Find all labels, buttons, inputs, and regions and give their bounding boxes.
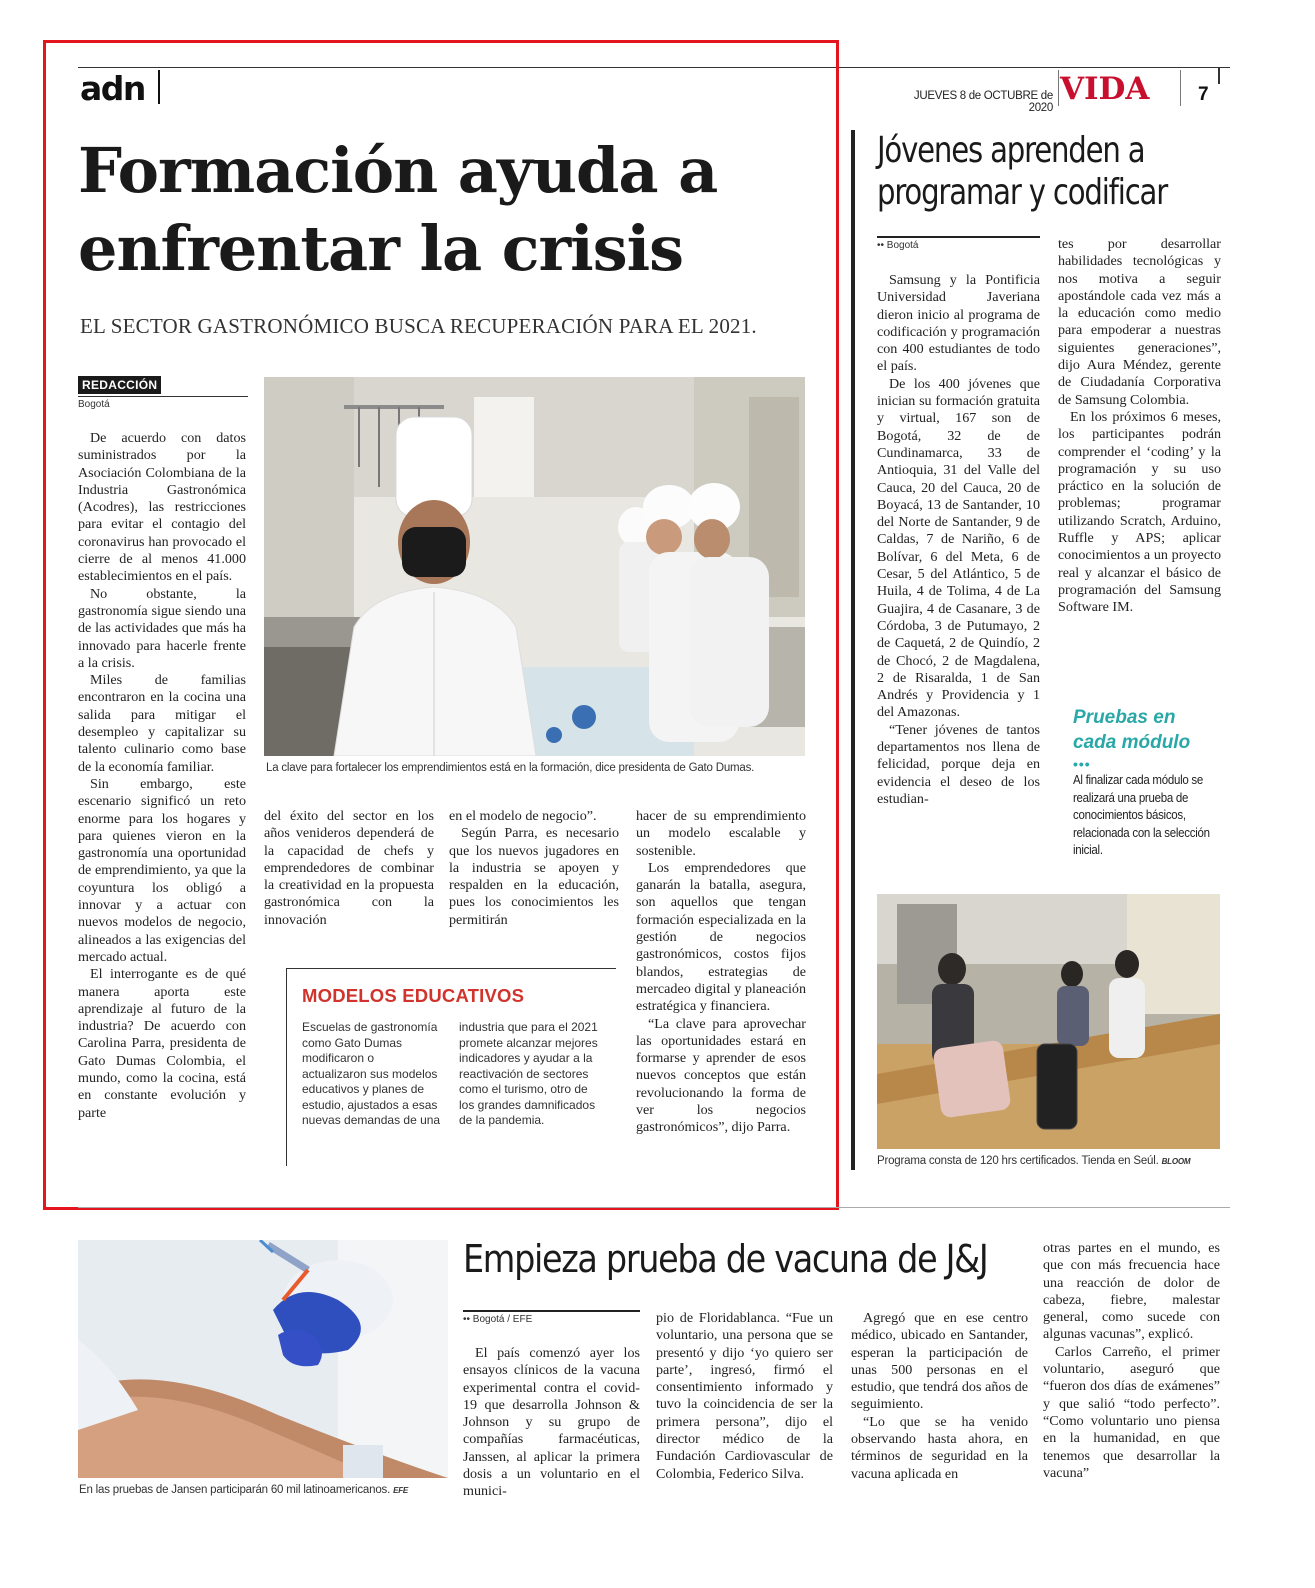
kitchen-photo xyxy=(264,377,805,756)
main-headline xyxy=(78,132,818,288)
vaccine-photo-credit: EFE xyxy=(393,1486,409,1495)
kitchen-photo-caption: La clave para fortalecer los emprendimientos está en la formación, dice presidenta de Gato Dumas. xyxy=(266,762,755,774)
store-photo-credit: BLOOM xyxy=(1161,1157,1191,1166)
vaccine-photo-caption xyxy=(79,1484,449,1496)
main-col1-paragraph: Miles de familias encontraron en la cocina una salida para mitigar el desempleo y capitalizar su talento culinario como base de la economía familiar. xyxy=(78,672,246,775)
bullet-dots-icon: •• xyxy=(877,240,887,251)
side-headline-line2: programar y codificar xyxy=(877,172,1168,213)
side-col1-paragraph: Samsung y la Pontificia Universidad Javeriana dieron inicio al programa de codificación y programación con 400 estudiantes de todo el país. xyxy=(877,272,1040,375)
main-col1-paragraph: No obstante, la gastronomía sigue siendo una de las actividades que más ha innovado para hacerle frente a la crisis. xyxy=(78,585,246,671)
bottom-column-3 xyxy=(851,1310,1028,1483)
main-col3-paragraph: en el modelo de negocio”. xyxy=(449,808,597,824)
main-column-2 xyxy=(264,808,434,929)
bottom-col1-paragraph: El país comenzó ayer los ensayos clínicos de la vacuna experimental contra el covid-19 que desarrolla Johnson & Johnson y su grupo de compañías farmacéuticas, Janssen, al aplicar la primera dosis a un voluntario en el munici- xyxy=(463,1345,640,1500)
issue-date: JUEVES 8 de OCTUBRE de 2020 xyxy=(913,90,1053,114)
logo-divider xyxy=(158,70,160,104)
education-box-column-1: Escuelas de gastronomía como Gato Dumas modificaron o actualizaron sus modelos educativos y planes de estudio, ajustados a esas nuevas demandas de una xyxy=(302,1020,441,1127)
side-col1-paragraph: De los 400 jóvenes que inician su formación gratuita y virtual, 167 son de Bogotá, 32 de de Cundinamarca, 33 de Antioquia, 31 del Valle del Cauca, 20 del Cauca, 20 de Boyacá, 13 de Santander, 10 del Norte de Santander, 9 de Caldas, 7 de Nariño, 6 de Bolívar, 6 del Meta, 6 de Cesar, 5 del Atlántico, 5 de Huila, 4 de Tolima, 4 de La Guajira, 4 de Casanare, 3 de Córdoba, 3 de Putumayo, 2 de Caquetá, 2 de Quindío, 2 de Chocó, 2 de Magdalena, 2 de Risaralda, 1 de San Andrés y Providencia y 1 del Amazonas. xyxy=(877,375,1040,721)
main-col4-paragraph: hacer de su emprendimiento un modelo escalable y sostenible. xyxy=(636,808,806,859)
side-column-1 xyxy=(877,272,1040,808)
education-box-column-2: industria que para el 2021 promete alcanzar mejores indicadores y ayudar a la reactivación de sectores como el turismo, otro de los grandes damnificados de la pandemia. xyxy=(459,1020,598,1127)
bottom-column-2 xyxy=(656,1310,833,1483)
store-photo-illustration xyxy=(877,894,1220,1149)
main-column-3 xyxy=(449,808,619,929)
side-story-location xyxy=(877,236,1040,251)
vaccine-photo-illustration xyxy=(78,1240,448,1478)
side-headline xyxy=(877,130,1228,214)
bottom-col3-paragraph: “Lo que se ha venido observando hasta ahora, en términos de seguridad en la vacuna aplicada en xyxy=(851,1413,1028,1482)
section-name: VIDA xyxy=(1060,71,1150,107)
store-photo-caption xyxy=(877,1155,1222,1167)
bottom-col4-paragraph: otras partes en el mundo, es que con más frecuencia hace una reacción de dolor de cabeza, fiebre, malestar general, como sucede con algunas vacunas”, explicó. xyxy=(1043,1240,1220,1343)
header-corner-rule xyxy=(1218,68,1220,84)
section-divider-left xyxy=(1058,70,1059,106)
side-headline-line1: Jóvenes aprenden a xyxy=(877,130,1145,171)
newspaper-logo: adn xyxy=(80,69,145,108)
pull-quote-text: Al finalizar cada módulo se realizará una prueba de conocimientos básicos, relacionada con la selección inicial. xyxy=(1073,773,1210,857)
kitchen-photo-illustration xyxy=(264,377,805,756)
bottom-col2-paragraph: pio de Floridablanca. “Fue un voluntario, una persona que se presentó y dijo ‘yo quiero ser parte’, ingresó, firmó el consentimiento informado y tuvo la coincidencia de ser la primera persona”, dijo el director médico de la Fundación Cardiovascular de Colombia, Federico Silva. xyxy=(656,1310,833,1482)
main-col1-paragraph: Sin embargo, este escenario significó un reto enorme para los hogares y para quienes vieron en la gastronomía una oportunidad de emprendimiento, ya que la coyuntura los obligó a innovar y a actuar con nuevos modelos de negocio, alineados a las exigencias del mercado actual. xyxy=(78,775,246,965)
bottom-location-text: Bogotá / EFE xyxy=(472,1314,533,1325)
byline: REDACCIÓN xyxy=(78,376,161,394)
side-col2-paragraph: tes por desarrollar habilidades tecnológicas y nos motiva a seguir apostándole cada vez más a la educación como medio para empoderar a nuestras siguientes generaciones”, dijo Aura Méndez, gerente de Ciudadanía Corporativa de Samsung Colombia. xyxy=(1058,236,1221,408)
bottom-column-4 xyxy=(1043,1240,1220,1482)
education-box-title: MODELOS EDUCATIVOS xyxy=(302,985,525,1006)
side-story-bar xyxy=(851,130,855,1170)
bottom-story-location xyxy=(463,1310,640,1325)
bottom-headline: Empieza prueba de vacuna de J&J xyxy=(463,1237,988,1281)
store-caption-text: Programa consta de 120 hrs certificados. Tienda en Seúl. xyxy=(877,1155,1159,1167)
main-col2-paragraph: del éxito del sector en los años venideros dependerá de la capacidad de chefs y emprendedores de combinar la creatividad en la propuesta gastronómica con la innovación xyxy=(264,808,434,928)
side-location-text: Bogotá xyxy=(886,240,919,251)
vaccine-caption-text: En las pruebas de Jansen participarán 60 mil latinoamericanos. xyxy=(79,1484,391,1496)
bullet-dots-icon: •• xyxy=(463,1314,473,1325)
side-col2-paragraph: En los próximos 6 meses, los participantes podrán comprender el ‘coding’ y la programación y su uso práctico en la solución de problemas; programar utilizando Scratch, Arduino, Ruffle y APS; aplicar conocimientos a un proyecto real y alcanzar el básico de programación del Samsung Software IM. xyxy=(1058,408,1221,616)
main-col4-paragraph: “La clave para aprovechar las oportunidades estará en formarse y aprender de esos nuevos conceptos que están revolucionando la forma de ver los negocios gastronómicos”, dijo Parra. xyxy=(636,1015,806,1136)
bottom-column-1 xyxy=(463,1345,640,1501)
bottom-section-rule xyxy=(78,1207,1230,1208)
main-col3-paragraph: Según Parra, es necesario que los nuevos jugadores en la industria se apoyen y respalden en la educación, pues los conocimientos les permitirán xyxy=(449,825,619,928)
vaccine-photo xyxy=(78,1240,448,1478)
bottom-col4-paragraph: Carlos Carreño, el primer voluntario, aseguró que “fueron dos días de exámenes” y que salió “todo perfecto”. “Como voluntario uno piensa en la humanidad, en que tenemos que desarrollar la vacuna” xyxy=(1043,1343,1220,1481)
main-column-4 xyxy=(636,808,806,1137)
section-divider-right xyxy=(1180,70,1181,106)
main-headline-line2: enfrentar la crisis xyxy=(78,212,684,285)
main-col4-paragraph: Los emprendedores que ganarán la batalla, asegura, son aquellos que tengan formación especializada en la gestión de negocios gastronómicos, costos fijos blandos, estrategias de mercadeo digital y planeación estratégica y financiera. xyxy=(636,859,806,1015)
byline-location: Bogotá xyxy=(78,396,248,410)
page-number: 7 xyxy=(1198,84,1209,105)
main-column-1 xyxy=(78,430,246,1122)
pull-quote-dots-icon: ••• xyxy=(1073,756,1091,772)
side-column-2 xyxy=(1058,236,1221,617)
main-subhead: EL SECTOR GASTRONÓMICO BUSCA RECUPERACIÓN PARA EL 2021. xyxy=(80,314,757,338)
samsung-store-photo xyxy=(877,894,1220,1149)
side-col1-paragraph: “Tener jóvenes de tantos departamentos nos llena de felicidad, porque deja en evidencia el deseo de los estudian- xyxy=(877,721,1040,807)
main-col1-paragraph: El interrogante es de qué manera aporta este aprendizaje al futuro de la industria? De acuerdo con Carolina Parra, presidenta de Gato Dumas Colombia, el mundo, como la cocina, está en constante evolución y parte xyxy=(78,966,246,1121)
pull-quote-title xyxy=(1073,705,1190,755)
pull-title-line2: cada módulo xyxy=(1073,732,1191,753)
pull-title-line1: Pruebas en xyxy=(1073,707,1176,728)
main-headline-line1: Formación ayuda a xyxy=(78,134,718,207)
main-col1-paragraph: De acuerdo con datos suministrados por la Asociación Colombiana de la Industria Gastronómica (Acodres), las restricciones para evitar el contagio del coronavirus han provocado el cierre de al menos 41.000 establecimientos en el país. xyxy=(78,430,246,585)
bottom-col3-paragraph: Agregó que en ese centro médico, ubicado en Santander, esperan la participación de unas 500 personas en el estudio, que tendrá dos años de seguimiento. xyxy=(851,1310,1028,1413)
header-rule xyxy=(78,67,1230,68)
